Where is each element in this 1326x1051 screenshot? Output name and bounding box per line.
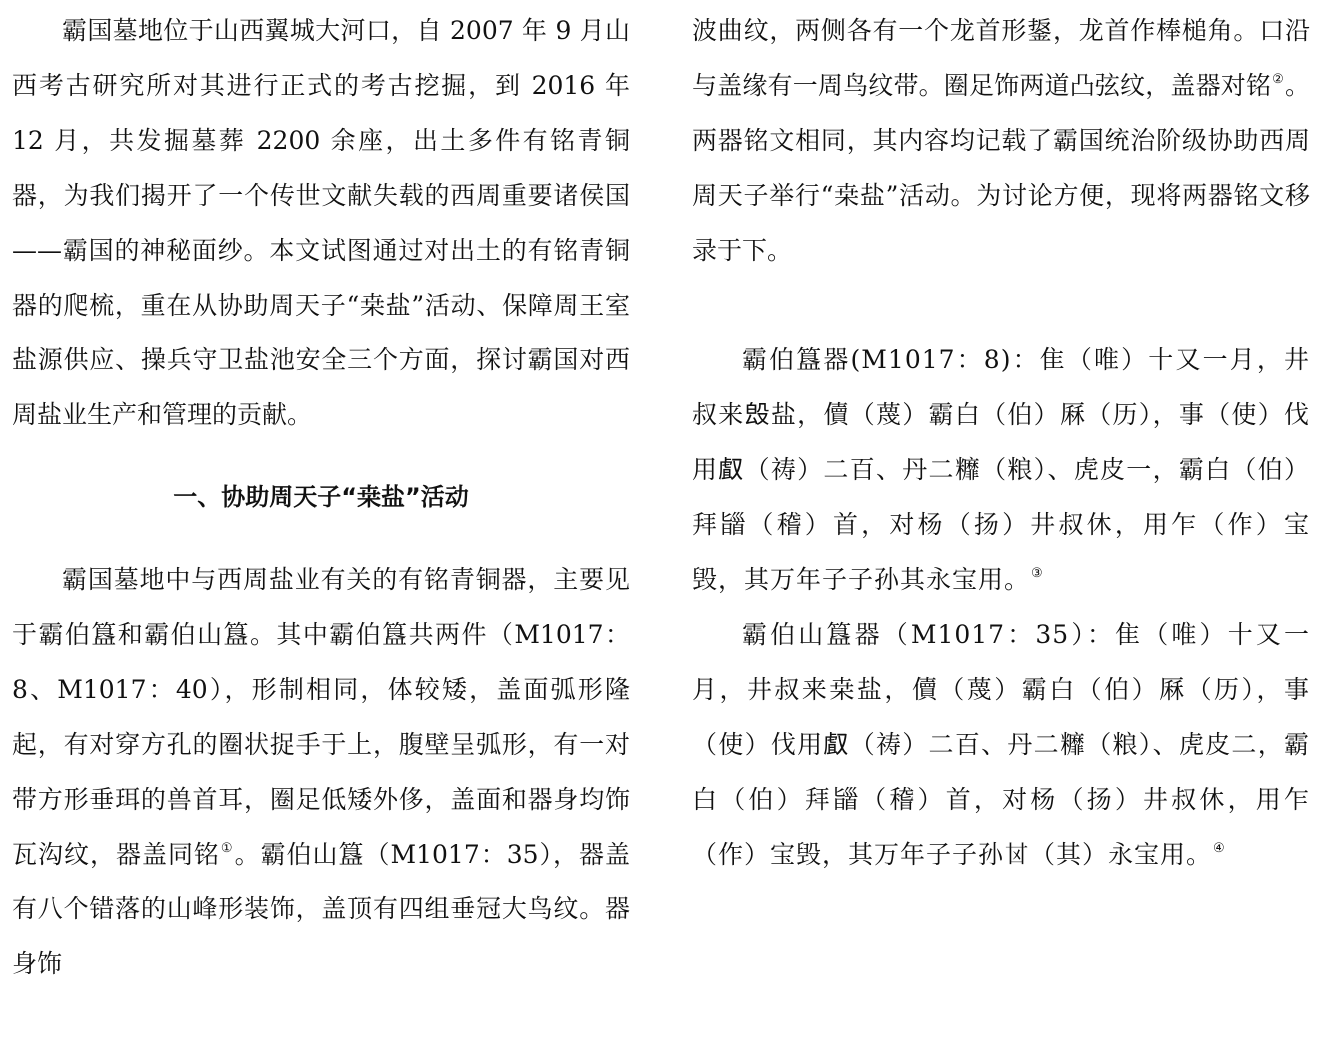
continued-paragraph: [692, 4, 1310, 279]
inscription-1-text: 霸伯簋器(M1017：8)：隹（唯）十又一月，井叔来𣪕盐，儥（蔑）霸白（伯）厤（历），事（使）伐用𠭯（祷）二百、丹二䊳（粮）、虎皮一，霸白（伯）拜䭬（稽）首，对杨（扬）井叔休，用乍（作）宝毁，其万年子子孙其永宝用。: [692, 345, 1310, 595]
left-column: [12, 4, 630, 992]
footnote-marker-2[interactable]: ②: [1272, 71, 1284, 87]
inscription-2: [692, 608, 1310, 883]
body-paragraph-text-1: 霸国墓地中与西周盐业有关的有铭青铜器，主要见于霸伯簋和霸伯山簋。其中霸伯簋共两件（M1017：8、M1017：40），形制相同，体较矮，盖面弧形隆起，有对穿方孔的圈状捉手于上，腹壁呈弧形，有一对带方形垂珥的兽首耳，圈足低矮外侈，盖面和器身均饰瓦沟纹，器盖同铭: [12, 565, 630, 869]
continued-paragraph-text-1: 波曲纹，两侧各有一个龙首形鋬，龙首作棒槌角。口沿与盖缘有一周鸟纹带。圈足饰两道凸弦纹，盖器对铭: [692, 16, 1310, 100]
inscription-2-text: 霸伯山簋器（M1017：35）：隹（唯）十又一月，井叔来桒盐，儥（蔑）霸白（伯）厤（历），事（使）伐用𠭯（祷）二百、丹二䊳（粮）、虎皮二，霸白（伯）拜䭬（稽）首，对杨（扬）井叔休，用乍（作）宝毁，其万年子子孙𠀠（其）永宝用。: [692, 619, 1310, 869]
intro-paragraph-text: 霸国墓地位于山西翼城大河口，自 2007 年 9 月山西考古研究所对其进行正式的考古挖掘，到 2016 年 12 月，共发掘墓葬 2200 余座，出土多件有铭青铜器，为我们揭开了一个传世文献失载的西周重要诸侯国——霸国的神秘面纱。本文试图通过对出土的有铭青铜器的爬梳，重在从协助周天子“桒盐”活动、保障周王室盐源供应、操兵守卫盐池安全三个方面，探讨霸国对西周盐业生产和管理的贡献。: [12, 16, 630, 430]
intro-paragraph: [12, 4, 630, 443]
body-paragraph: [12, 553, 630, 992]
continued-paragraph-text-2: 。两器铭文相同，其内容均记载了霸国统治阶级协助西周周天子举行“桒盐”活动。为讨论方便，现将两器铭文移录于下。: [692, 70, 1310, 265]
footnote-marker-4[interactable]: ④: [1213, 840, 1226, 856]
footnote-marker-1[interactable]: ①: [220, 840, 234, 856]
paragraph-spacer: [692, 279, 1310, 334]
inscription-1: [692, 333, 1310, 608]
right-column: [692, 4, 1310, 882]
footnote-marker-3[interactable]: ③: [1031, 566, 1044, 582]
body-paragraph-text-2: 。霸伯山簋（M1017：35），器盖有八个错落的山峰形装饰，盖顶有四组垂冠大鸟纹。器身饰: [12, 839, 630, 979]
section-heading: 一、协助周天子“桒盐”活动: [173, 483, 469, 512]
